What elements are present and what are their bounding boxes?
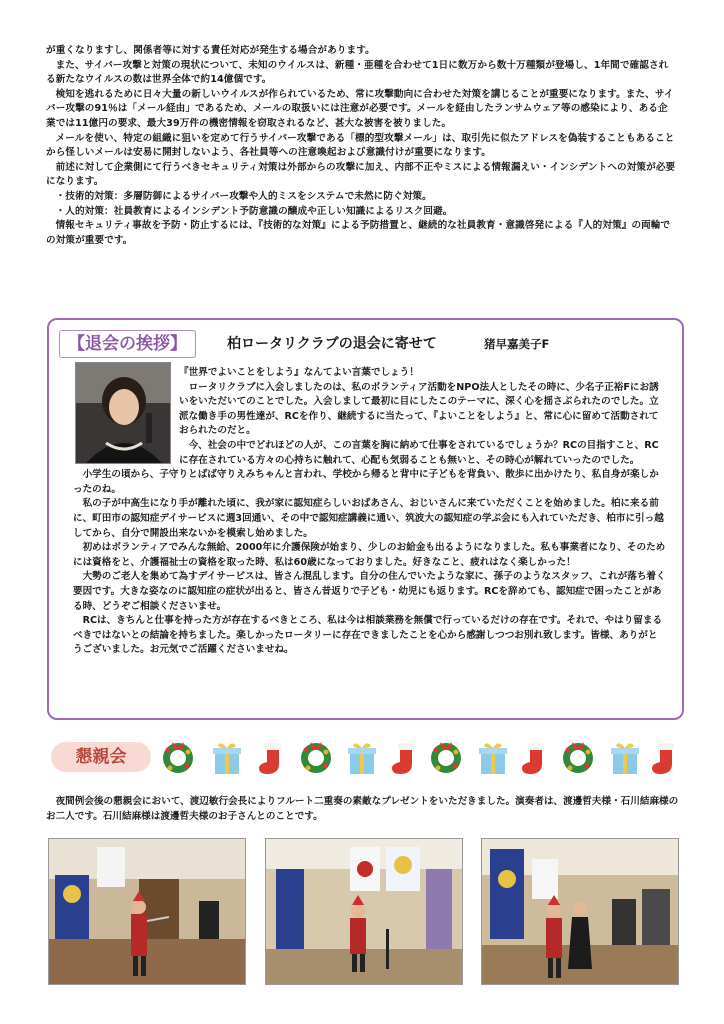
farewell-tag: 【退会の挨拶】 [59,330,196,358]
farewell-paragraph: 大勢のご老人を集めて為すデイサービスは、皆さん混乱します。自分の住んでいたような家に、孫子のようなスタッフ、これが落ち着く要因です。大きな姿なのに認知症の症状が出ると、皆さん昔返りで子ども・幼児にも返ります。RCを辞めても、認知症で困ったことがある時、どうぞご相談くださいませ。 [73,571,666,612]
farewell-paragraph: 小学生の頃から、子守りとばば守りえみちゃんと言われ、学校から帰ると背中に子どもを背負い、散歩に出かけたり、私自身が楽しかったのね。 [73,469,659,495]
article-paragraph: が重くなりますし、関係者等に対する責任対応が発生する場合があります。 [46,45,375,56]
stocking-icon [392,743,414,774]
author-portrait [75,362,171,464]
wreath-icon [163,742,193,773]
security-article [46,44,676,248]
gift-icon [213,743,241,774]
party-tag: 懇親会 [51,742,151,772]
party-photo-1 [48,838,246,985]
stocking-icon [259,743,281,774]
article-paragraph: 検知を逃れるために日々大量の新しいウイルスが作られているため、常に攻撃動向に合わせた対策を講じることが重要になります。また、サイバー攻撃の91％は「メール経由」であるため、メールの取扱いには注意が必要です。メールを経由したランサムウェア等の感染により、ある企業では11億円の要求、最大39万件の機密情報を窃取されるなど、甚大な被害を被りました。 [46,88,674,129]
farewell-section [47,318,684,720]
wreath-icon [301,742,331,773]
christmas-decoration-row [160,738,700,778]
farewell-author: 猪早嘉美子F [484,337,550,351]
article-bullet: ・技術的対策：多層防御によるサイバー攻撃や人的ミスをシステムで未然に防ぐ対策。 [55,190,432,202]
article-paragraph: また、サイバー攻撃と対策の現状について、未知のウイルスは、新種・亜種を合わせて1日に数万から数十万種類が登場し、1年間で確認される新たなウイルスの数は世界全体で約14億個です。 [46,59,669,86]
article-paragraph: 情報セキュリティ事故を予防・防止するには、『技術的な対策』による予防措置と、継続的な社員教育・意識啓発による『人的対策』の両輪での対策が重要です。 [46,220,671,246]
wreath-icon [431,742,461,773]
gift-icon [611,743,639,774]
party-description [46,795,682,824]
gift-icon [348,743,376,774]
stocking-icon [522,743,544,774]
farewell-paragraph: 初めはボランティアでみんな無給、2000年に介護保険が始まり、少しのお給金も出るようになりました。私も事業者になり、そのためには資格をと、介護福祉士の資格を取った時、私は60歳になっておりました。好きなこと、疲れはなく楽しかった！ [73,542,666,568]
farewell-paragraph: ロータリクラブに入会しましたのは、私のボランティア活動をNPO法人としたその時に、少名子正裕Fにお誘いをいただいてのことでした。入会しまして最初に目にしたこのテーマに、深く心を揺さぶられたのでした。立派な働き手の男性達が、RCを作り、継続するに当たって、『よいことをしよう』と、常に心に留めて活動されておられたのだと。 [179,381,659,437]
party-paragraph: 夜間例会後の懇親会において、渡辺敏行会長によりフルート二重奏の素敵なプレゼントをいただきました。演奏者は、渡邊哲夫様・石川結麻様のお二人です。石川結麻様は渡邊哲夫様のお子さんとのことです。 [46,796,679,822]
party-photo-3 [481,838,679,985]
farewell-paragraph: 今、社会の中でどれほどの人が、この言葉を胸に納めて仕事をされているでしょうか？RCの目指すこと、RCに存在されている方々の心持ちに触れて、心配も気弱ることも無いと、その時心が解れていったのでした。 [179,439,659,466]
farewell-paragraph: 私の子が中高生になり手が離れた頃に、我が家に認知症らしいおばあさん、おじいさんに来ていただくことを始めました。柏に来る前に、町田市の認知症デイサービスに週3回通い、その中で認知症講義に通い、筑波大の認知症の学ぶ会にも入れていただき、柏市に引っ越してから、自分で開設出来ないかを模索し始めました。 [73,498,664,539]
article-paragraph: メールを使い、特定の組織に狙いを定めて行うサイバー攻撃である「標的型攻撃メール」は、取引先に似たアドレスを偽装することもあることから怪しいメールは安易に開封しないよう、各社員等への注意喚起および意識付けが重要になります。 [46,132,675,159]
gift-icon [479,743,507,774]
party-photo-2 [265,838,463,985]
farewell-title: 柏ロータリクラブの退会に寄せて [227,336,437,352]
article-paragraph: 前述に対して企業側にて行うべきセキュリティ対策は外部からの攻撃に加え、内部不正やミスによる情報漏えい・インシデントへの対策が必要になります。 [46,161,676,188]
farewell-paragraph: 『世界でよいことをしよう』なんてよい言葉でしょう！ [179,367,419,378]
stocking-icon [652,743,674,774]
wreath-icon [563,742,593,773]
article-bullet: ・人的対策：社員教育によるインシデント予防意識の醸成や正しい知識によるリスク回避。 [55,205,453,217]
farewell-paragraph: RCは、きちんと仕事を持った方が存在するべきところ、私は今は相談業務を無償で行っているだけの存在です。それで、やはり留まるべきではないとの結論を持ちました。楽しかったロータリーに存在できましたことを心から感謝しつつお別れ致します。皆様、ありがとうございました。お元気でご活躍くださいませね。 [73,615,663,656]
